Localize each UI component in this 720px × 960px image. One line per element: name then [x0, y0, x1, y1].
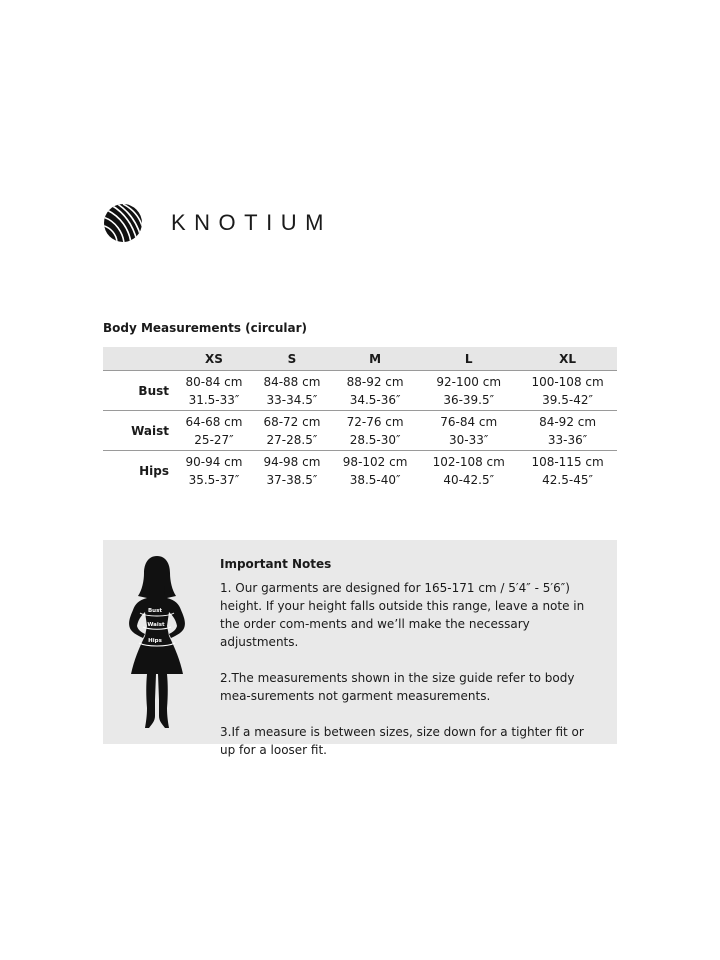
notes-panel: [103, 540, 617, 757]
table-row-waist: [103, 411, 617, 451]
figure-label-waist: Waist: [147, 622, 165, 628]
table-row-hips: [103, 451, 617, 491]
body-silhouette-icon: [117, 554, 197, 730]
cell-cm: 108-115 cm: [531, 454, 604, 469]
table-cell: [518, 371, 617, 411]
table-cell: [253, 371, 331, 411]
cell-inches: 33-36″: [547, 432, 588, 447]
figure-label-hips: Hips: [148, 638, 162, 644]
cell-inches: 35.5-37″: [188, 472, 240, 487]
notes-content: [220, 555, 600, 759]
cell-cm: 102-108 cm: [432, 454, 505, 469]
row-label: Waist: [103, 411, 175, 451]
cell-cm: 76-84 cm: [440, 414, 498, 429]
header-corner: [103, 347, 175, 371]
yarn-ball-icon: [103, 203, 143, 243]
size-header-row: [103, 347, 617, 371]
cell-inches: 39.5-42″: [542, 392, 593, 407]
cell-cm: 68-72 cm: [263, 414, 321, 429]
cell-cm: 100-108 cm: [531, 374, 604, 389]
figure-label-bust: Bust: [147, 608, 163, 614]
table-cell: [331, 411, 419, 451]
note-item: 1. Our garments are designed for 165-171 cm / 5′4″ - 5′6″) height. If your height falls outside this range, leave a note in the order com-ments and we’ll make the necessary adjustments.: [220, 581, 585, 649]
cell-cm: 64-68 cm: [185, 414, 243, 429]
cell-cm: 84-92 cm: [539, 414, 597, 429]
cell-inches: 40-42.5″: [443, 472, 495, 487]
table-cell: [518, 451, 617, 491]
note-item: 2.The measurements shown in the size guide refer to body mea-surements not garment measurements.: [220, 671, 575, 703]
size-header-xl: XL: [518, 347, 617, 371]
table-cell: [518, 411, 617, 451]
table-cell: [253, 411, 331, 451]
table-row-bust: [103, 371, 617, 411]
cell-cm: 80-84 cm: [185, 374, 243, 389]
row-label: Bust: [103, 371, 175, 411]
size-header-m: M: [331, 347, 419, 371]
table-cell: [175, 371, 253, 411]
cell-cm: 92-100 cm: [436, 374, 502, 389]
cell-inches: 36-39.5″: [443, 392, 495, 407]
table-cell: [175, 411, 253, 451]
table-cell: [331, 371, 419, 411]
cell-cm: 98-102 cm: [342, 454, 408, 469]
table-cell: [331, 451, 419, 491]
note-item: 3.If a measure is between sizes, size down for a tighter fit or up for a looser fit.: [220, 725, 584, 757]
cell-cm: 88-92 cm: [346, 374, 404, 389]
brand-name: KNOTIUM: [171, 210, 332, 235]
cell-inches: 34.5-36″: [349, 392, 401, 407]
cell-inches: 27-28.5″: [266, 432, 318, 447]
table-cell: [175, 451, 253, 491]
cell-cm: 94-98 cm: [263, 454, 321, 469]
cell-inches: 28.5-30″: [349, 432, 401, 447]
cell-cm: 72-76 cm: [346, 414, 404, 429]
table-cell: [419, 371, 518, 411]
size-header-xs: XS: [175, 347, 253, 371]
size-table: [103, 347, 617, 490]
brand-logo: [103, 203, 332, 243]
cell-inches: 25-27″: [194, 432, 234, 447]
table-cell: [419, 451, 518, 491]
cell-inches: 31.5-33″: [188, 392, 240, 407]
row-label: Hips: [139, 463, 169, 478]
size-header-s: S: [253, 347, 331, 371]
table-cell: [253, 451, 331, 491]
cell-inches: 38.5-40″: [349, 472, 401, 487]
cell-inches: 30-33″: [449, 432, 489, 447]
cell-inches: 42.5-45″: [542, 472, 593, 487]
cell-cm: 90-94 cm: [185, 454, 243, 469]
cell-inches: 37-38.5″: [266, 472, 318, 487]
cell-cm: 84-88 cm: [263, 374, 321, 389]
table-cell: [419, 411, 518, 451]
notes-title: Important Notes: [220, 557, 332, 571]
size-header-l: L: [419, 347, 518, 371]
table-title: Body Measurements (circular): [103, 321, 308, 335]
cell-inches: 33-34.5″: [266, 392, 318, 407]
